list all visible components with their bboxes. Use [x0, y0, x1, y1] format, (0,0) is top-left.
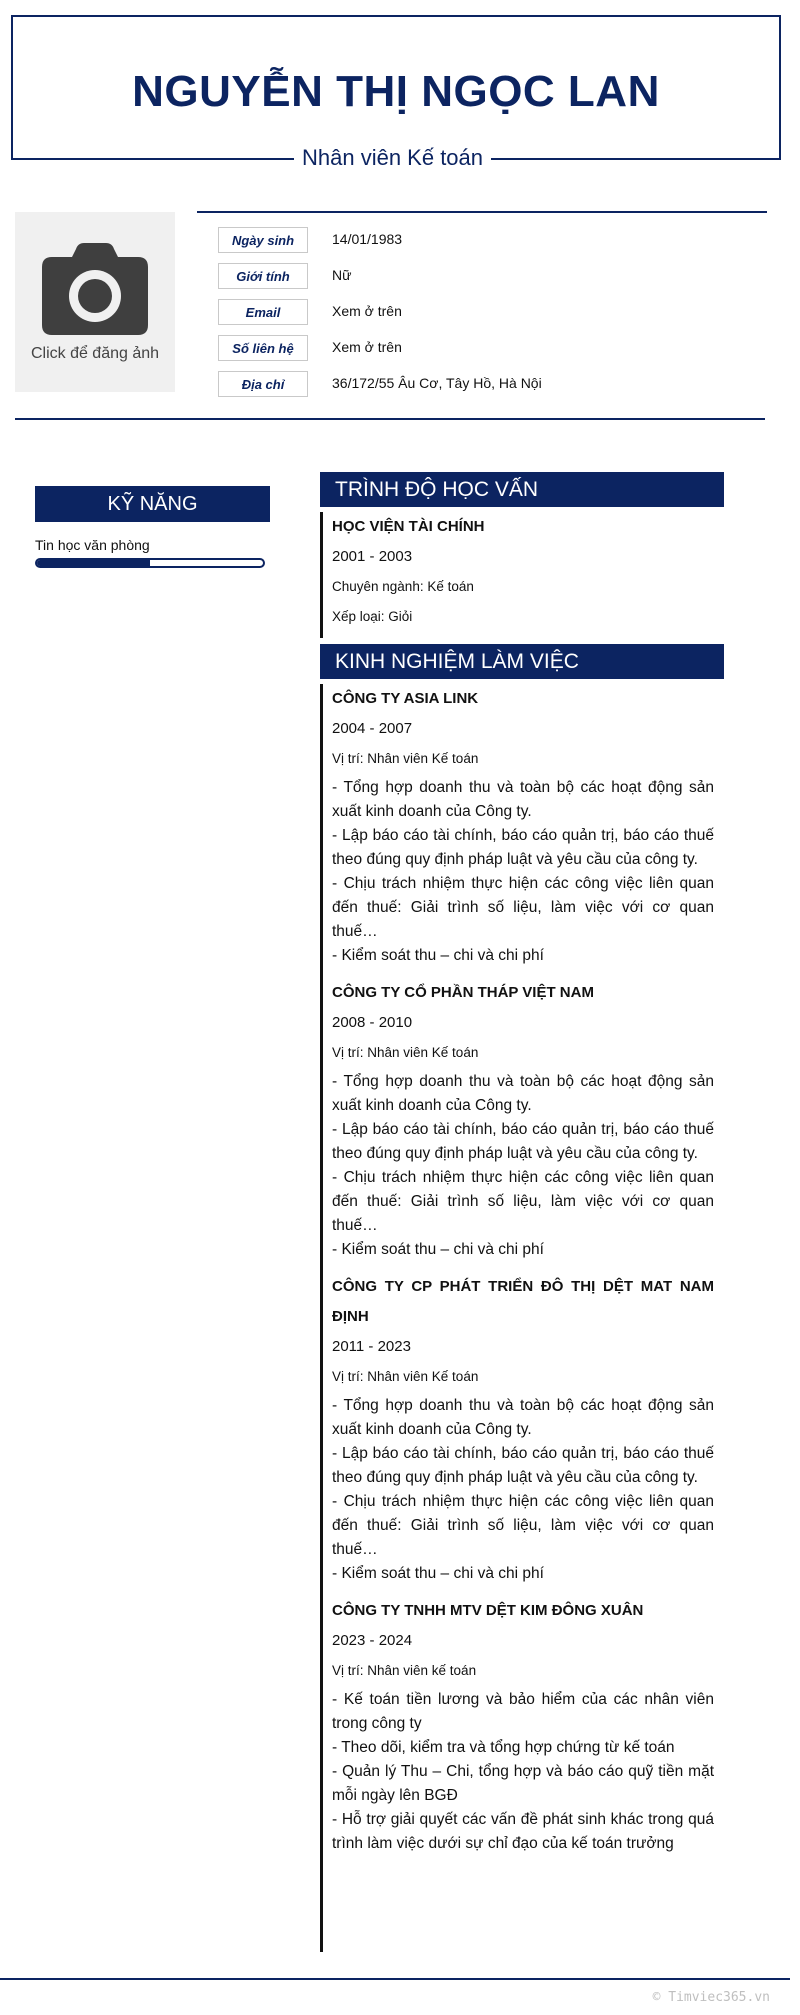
duty-line: - Chịu trách nhiệm thực hiện các công việc liên quan đến thuế: Giải trình số liệu, làm việc với cơ quan thuế… [332, 1493, 714, 1558]
info-label: Email [218, 299, 308, 325]
duty-line: - Quản lý Thu – Chi, tổng hợp và báo cáo quỹ tiền mặt mỗi ngày lên BGĐ [332, 1763, 714, 1804]
job-position[interactable]: Vị trí: Nhân viên Kế toán [332, 1369, 479, 1384]
duty-line: - Lập báo cáo tài chính, báo cáo quản trị, báo cáo thuế theo đúng quy định pháp luật và yêu cầu của công ty. [332, 827, 714, 868]
info-label: Giới tính [218, 263, 308, 289]
skill-name[interactable]: Tin học văn phòng [35, 537, 150, 553]
info-top-divider [197, 211, 767, 213]
duty-line: - Tổng hợp doanh thu và toàn bộ các hoạt động sản xuất kinh doanh của Công ty. [332, 1073, 714, 1114]
duty-line: - Kiểm soát thu – chi và chi phí [332, 947, 544, 964]
job-position[interactable]: Vị trí: Nhân viên Kế toán [332, 1045, 479, 1060]
education-content [332, 512, 714, 632]
job-position[interactable]: Vị trí: Nhân viên Kế toán [332, 751, 479, 766]
job-entry [332, 1596, 714, 1856]
company-name[interactable]: CÔNG TY TNHH MTV DỆT KIM ĐÔNG XUÂN [332, 1602, 644, 1619]
info-label: Địa chỉ [218, 371, 308, 397]
job-title-line-right [490, 158, 781, 160]
education-period[interactable]: 2001 - 2003 [332, 548, 413, 565]
photo-upload[interactable] [15, 212, 175, 392]
school-name[interactable]: HỌC VIỆN TÀI CHÍNH [332, 518, 485, 535]
job-description[interactable] [332, 776, 714, 968]
experience-content [332, 684, 714, 1866]
footer-watermark: © Timviec365.vn [652, 1990, 770, 2005]
skills-section-title[interactable]: KỸ NĂNG [35, 486, 270, 522]
photo-upload-label: Click để đăng ảnh [30, 345, 160, 362]
birthdate-value[interactable]: 14/01/1983 [332, 231, 403, 247]
job-period[interactable]: 2008 - 2010 [332, 1014, 413, 1031]
duty-line: - Hỗ trợ giải quyết các vấn đề phát sinh khác trong quá trình làm việc dưới sự chỉ đạo của kế toán trưởng [332, 1811, 714, 1852]
experience-accent-bar [320, 684, 323, 1952]
info-label: Ngày sinh [218, 227, 308, 253]
phone-value[interactable]: Xem ở trên [332, 339, 402, 355]
job-position[interactable]: Vị trí: Nhân viên kế toán [332, 1663, 477, 1678]
duty-line: - Kiểm soát thu – chi và chi phí [332, 1241, 544, 1258]
experience-section-title[interactable]: KINH NGHIỆM LÀM VIỆC [320, 644, 724, 679]
duty-line: - Kiểm soát thu – chi và chi phí [332, 1565, 544, 1582]
job-entry [332, 978, 714, 1262]
skill-level-fill [37, 560, 150, 566]
duty-line: - Tổng hợp doanh thu và toàn bộ các hoạt động sản xuất kinh doanh của Công ty. [332, 779, 714, 820]
camera-icon [40, 241, 150, 337]
education-accent-bar [320, 512, 323, 638]
duty-line: - Theo dõi, kiểm tra và tổng hợp chứng từ kế toán [332, 1739, 675, 1756]
company-name[interactable]: CÔNG TY CP PHÁT TRIỂN ĐÔ THỊ DỆT MAT NAM ĐỊNH [332, 1278, 714, 1325]
header-box [11, 15, 781, 160]
duty-line: - Chịu trách nhiệm thực hiện các công việc liên quan đến thuế: Giải trình số liệu, làm việc với cơ quan thuế… [332, 875, 714, 940]
duty-line: - Lập báo cáo tài chính, báo cáo quản trị, báo cáo thuế theo đúng quy định pháp luật và yêu cầu của công ty. [332, 1445, 714, 1486]
job-period[interactable]: 2004 - 2007 [332, 720, 413, 737]
job-entry [332, 1272, 714, 1586]
education-section-title[interactable]: TRÌNH ĐỘ HỌC VẤN [320, 472, 724, 507]
job-entry [332, 684, 714, 968]
duty-line: - Chịu trách nhiệm thực hiện các công việc liên quan đến thuế: Giải trình số liệu, làm việc với cơ quan thuế… [332, 1169, 714, 1234]
duty-line: - Tổng hợp doanh thu và toàn bộ các hoạt động sản xuất kinh doanh của Công ty. [332, 1397, 714, 1438]
info-label: Số liên hệ [218, 335, 308, 361]
company-name[interactable]: CÔNG TY ASIA LINK [332, 690, 479, 707]
job-description[interactable] [332, 1688, 714, 1856]
job-period[interactable]: 2023 - 2024 [332, 1632, 413, 1649]
education-major[interactable]: Chuyên ngành: Kế toán [332, 579, 474, 594]
duty-line: - Kế toán tiền lương và bảo hiểm của các nhân viên trong công ty [332, 1691, 714, 1732]
email-value[interactable]: Xem ở trên [332, 303, 402, 319]
skill-level-bar[interactable] [35, 558, 265, 568]
job-description[interactable] [332, 1070, 714, 1262]
footer-divider [0, 1978, 790, 1980]
candidate-name[interactable]: NGUYỄN THỊ NGỌC LAN [132, 67, 660, 116]
job-period[interactable]: 2011 - 2023 [332, 1338, 411, 1355]
address-value[interactable]: 36/172/55 Âu Cơ, Tây Hồ, Hà Nội [332, 375, 542, 391]
info-bottom-divider [15, 418, 765, 420]
duty-line: - Lập báo cáo tài chính, báo cáo quản trị, báo cáo thuế theo đúng quy định pháp luật và yêu cầu của công ty. [332, 1121, 714, 1162]
job-title[interactable]: Nhân viên Kế toán [294, 145, 491, 171]
company-name[interactable]: CÔNG TY CỔ PHẦN THÁP VIỆT NAM [332, 984, 594, 1001]
job-title-line-left [11, 158, 301, 160]
education-grade[interactable]: Xếp loại: Giỏi [332, 609, 413, 624]
job-description[interactable] [332, 1394, 714, 1586]
gender-value[interactable]: Nữ [332, 267, 352, 283]
